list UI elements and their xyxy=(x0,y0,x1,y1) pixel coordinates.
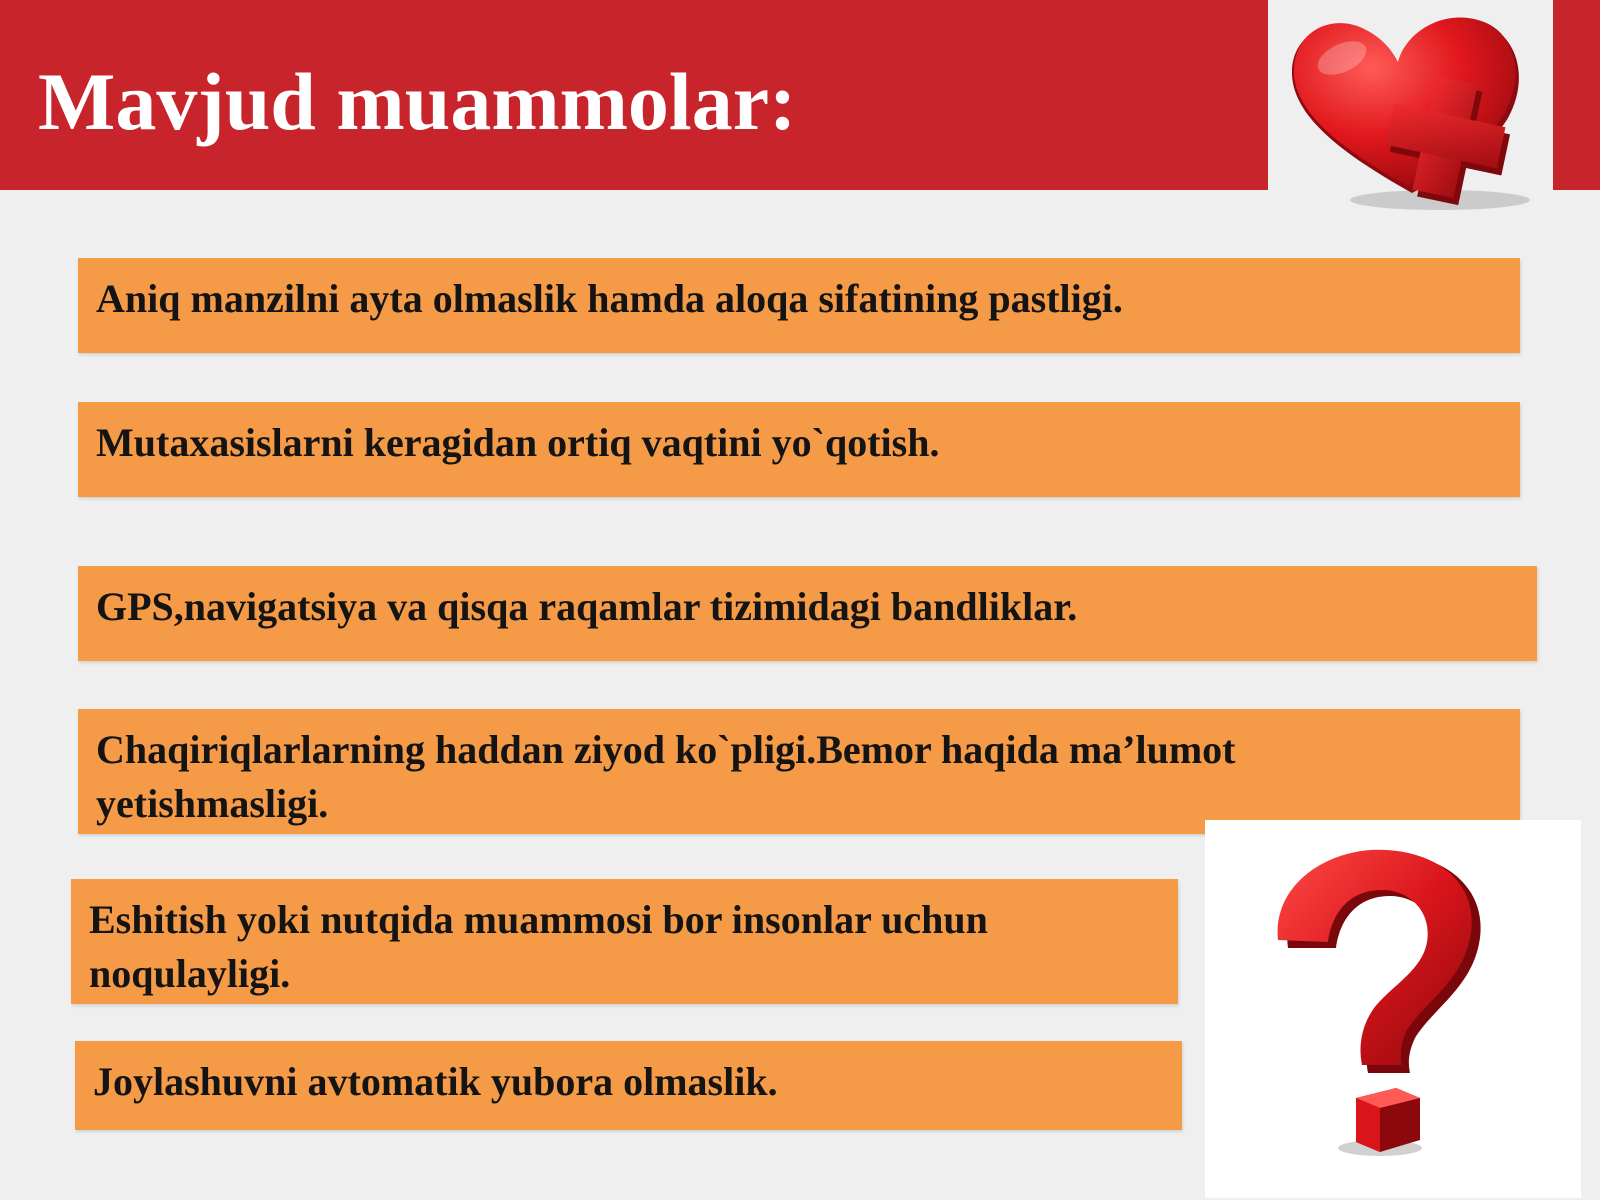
list-item-text: Joylashuvni avtomatik yubora olmaslik. xyxy=(93,1059,778,1104)
header-bar-accent xyxy=(1553,0,1600,190)
list-item xyxy=(71,879,1178,1004)
list-item-text: GPS,navigatsiya va qisqa raqamlar tizimidagi bandliklar. xyxy=(96,584,1078,629)
list-item xyxy=(78,566,1537,661)
list-item xyxy=(78,402,1520,497)
list-item-text: Aniq manzilni ayta olmaslik hamda aloqa sifatining pastligi. xyxy=(96,276,1123,321)
list-item xyxy=(78,709,1520,834)
slide-title: Mavjud muammolar: xyxy=(38,56,797,147)
list-item-text: Eshitish yoki nutqida muammosi bor insonlar uchun noqulayligi. xyxy=(89,897,988,996)
list-item xyxy=(75,1041,1182,1130)
question-mark-icon xyxy=(1270,848,1500,1168)
list-item-text: Mutaxasislarni keragidan ortiq vaqtini yo`qotish. xyxy=(96,420,940,465)
heart-plus-icon xyxy=(1290,8,1540,218)
list-item xyxy=(78,258,1520,353)
list-item-text: Chaqiriqlarlarning haddan ziyod ko`pligi.Bemor haqida ma’lumot yetishmasligi. xyxy=(96,727,1236,826)
